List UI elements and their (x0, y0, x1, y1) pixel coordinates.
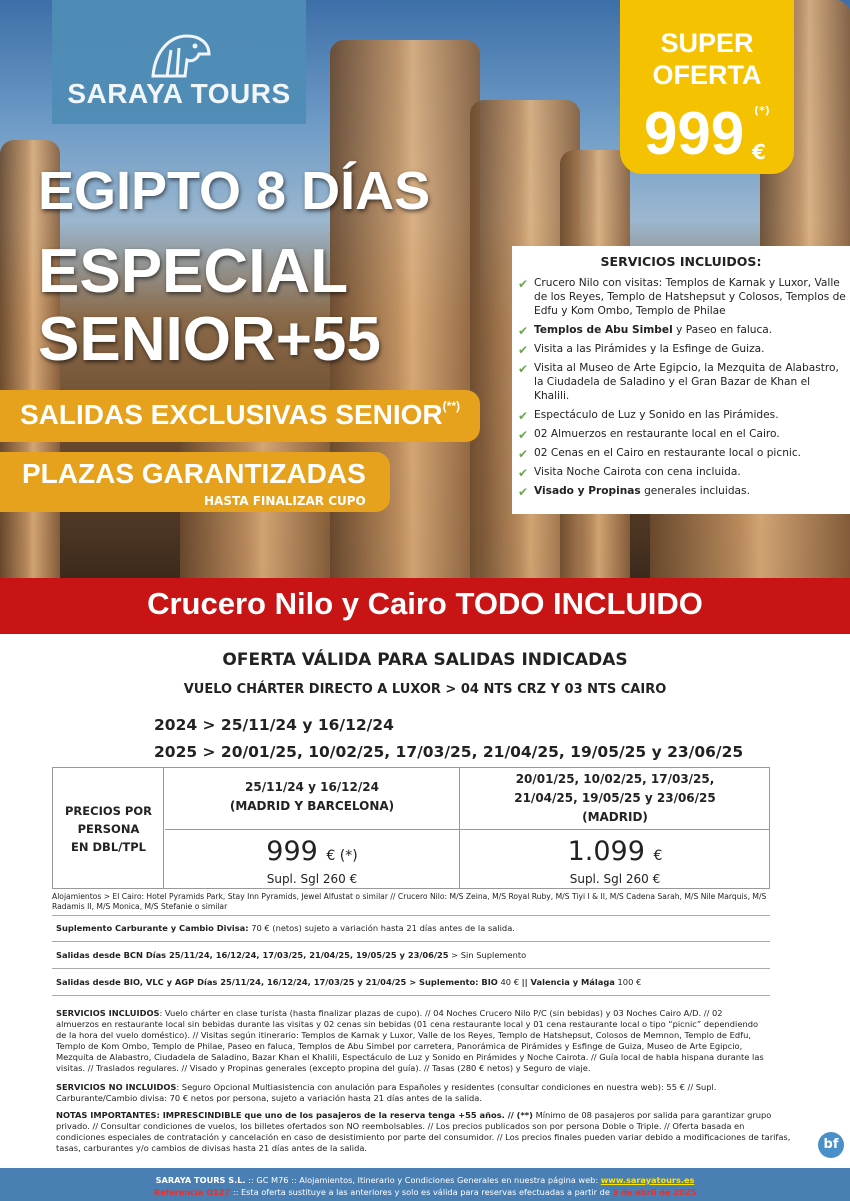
footer-text: :: GC M76 :: Alojamientos, Itinerario y Condiciones Generales en nuestra página web: (245, 1175, 601, 1185)
senior-band-text: SALIDAS EXCLUSIVAS SENIOR (20, 399, 443, 430)
departures-2025: 2025 > 20/01/25, 10/02/25, 17/03/25, 21/04/25, 19/05/25 y 23/06/25 (154, 743, 744, 761)
single-supplement-col2: Supl. Sgl 260 € (569, 872, 661, 886)
service-item (518, 361, 846, 403)
website-link[interactable]: www.sarayatours.es (600, 1175, 695, 1185)
guaranteed-seats-band (0, 452, 390, 512)
price-table (52, 767, 770, 889)
checkmark-icon: ✔ (518, 466, 529, 480)
services-title: SERVICIOS INCLUIDOS: (600, 254, 762, 269)
price-label-line: EN DBL/TPL (71, 840, 146, 854)
service-item-text: 02 Cenas en el Cairo en restaurante local o picnic. (534, 447, 802, 459)
footer-line-2 (0, 1187, 850, 1197)
horus-logo-icon (147, 30, 213, 78)
brand-name: SARAYA TOURS (67, 78, 291, 109)
badge-line-1: SUPER (660, 28, 754, 58)
bio-vlc-agp-note (56, 977, 768, 988)
bio-label: Salidas desde BIO, VLC y AGP Días 25/11/24, 16/12/24, 17/03/25 y 21/04/25 > Suplemento: BIO (56, 977, 498, 987)
price-label-line: PERSONA (77, 822, 140, 836)
price-col1-value: 999 (266, 836, 318, 867)
service-item-text: generales incluidas. (640, 485, 750, 497)
checkmark-icon: ✔ (518, 447, 529, 461)
checkmark-icon: ✔ (518, 343, 529, 357)
col2-header-cities: (MADRID) (582, 810, 648, 824)
departures-2024: 2024 > 25/11/24 y 16/12/24 (154, 716, 394, 734)
service-item (518, 484, 846, 498)
service-item-text: Crucero Nilo con visitas: Templos de Karnak y Luxor, Valle de los Reyes, Templo de Hatshepsut y Colosos, Templos de Edfu y Kom Ombo, Templo de Philae (534, 277, 846, 317)
footer (0, 1168, 850, 1201)
price-col2-header (460, 770, 770, 827)
services-list (518, 276, 846, 503)
col2-header-dates: 20/01/25, 10/02/25, 17/03/25, (515, 772, 715, 786)
bcn-departures-note (56, 950, 768, 961)
noincl-label: SERVICIOS NO INCLUIDOS (56, 1082, 177, 1092)
service-item-bold: Visado y Propinas (534, 485, 641, 497)
checkmark-icon: ✔ (518, 409, 529, 423)
included-services-note (56, 1008, 768, 1074)
footer-company: SARAYA TOURS S.L. (155, 1175, 246, 1185)
checkmark-icon: ✔ (518, 324, 529, 338)
service-item-text: Visita a las Pirámides y la Esfinge de Guiza. (534, 343, 765, 355)
imp-label-2: : IMPRESCINDIBLE que uno de los pasajeros de la reserva tenga +55 años. // (**) (156, 1110, 533, 1120)
flight-info: VUELO CHÁRTER DIRECTO A LUXOR > 04 NTS CRZ Y 03 NTS CAIRO (183, 682, 667, 697)
col2-header-dates: 21/04/25, 19/05/25 y 23/06/25 (514, 791, 716, 805)
price-col1-currency: € (*) (326, 848, 358, 864)
title-senior: SENIOR+55 (38, 305, 381, 374)
bcn-label: Salidas desde BCN Días 25/11/24, 16/12/24, 17/03/25, 21/04/25, 19/05/25 y 23/06/25 (56, 950, 449, 960)
title-especial: ESPECIAL (38, 237, 349, 306)
footer-validity-text: :: Esta oferta sustituye a las anteriores y solo es válida para reservas efectuadas a partir de (230, 1187, 613, 1197)
single-supplement-col1: Supl. Sgl 260 € (266, 872, 358, 886)
important-notes (56, 1110, 796, 1154)
included-services-panel (512, 246, 850, 514)
offer-validity-title: OFERTA VÁLIDA PARA SALIDAS INDICADAS (222, 650, 628, 670)
vlc-agp-text: 100 € (614, 977, 642, 987)
service-item-text: Visita al Museo de Arte Egipcio, la Mezquita de Alabastro, la Ciudadela de Saladino y el Gran Bazar de Khan el Khalili. (534, 362, 839, 402)
service-item-text: Espectáculo de Luz y Sonido en las Pirámides. (534, 409, 779, 421)
fuel-text: 70 € (netos) sujeto a variación hasta 21 días antes de la salida. (248, 923, 515, 933)
fuel-supplement-note (56, 923, 768, 934)
price-col2 (460, 836, 770, 867)
cruise-banner (0, 578, 850, 634)
price-col2-currency: € (653, 848, 663, 864)
not-included-note (56, 1082, 768, 1104)
service-item-text: 02 Almuerzos en restaurante local en el Cairo. (534, 428, 780, 440)
temple-pillar (650, 510, 850, 578)
fuel-label: Suplemento Carburante y Cambio Divisa: (56, 923, 249, 933)
price-col1-header (165, 778, 459, 816)
price-table-label (53, 768, 164, 888)
vlc-agp-label: || Valencia y Málaga (521, 977, 615, 987)
footer-line-1 (0, 1175, 850, 1185)
footer-reference: Referencia O127 (153, 1187, 231, 1197)
checkmark-icon: ✔ (518, 362, 529, 376)
service-item-text: Visita Noche Cairota con cena incluida. (534, 466, 741, 478)
imp-label: NOTAS IMPORTANTES (56, 1110, 157, 1120)
price-col1 (165, 836, 459, 867)
plazas-text: PLAZAS GARANTIZADAS (22, 458, 366, 489)
incl-text: : Vuelo chárter en clase turista (hasta finalizar plazas de cupo). // 04 Noches Crucero Nilo P/C (sin bebidas) y 03 Noches Cairo A/D. // 02 almuerzos en restaurante local sin bebidas durante las visitas y 02 cenas sin bebidas (01 cena restaurante local y 01 cena restaurante local o tipo “picnic” dependiendo de la hora del vuelo doméstico). // Visitas según itinerario: Templos de Karnak y Luxor, Valle de los Reyes, Templo de Hatshepsut, Colosos de Memnon, Templo de Edfu, Templo de Kom Ombo, Templo de Philae, Paseo en faluca, Templos de Abu Simbel por carretera, Panorámica de Pirámides y Esfinge de Guiza, Museo de Arte Egipcio, Mezquita de Alabastro, Ciudadela de Saladino, Bazar Khan el Khalili, Espectáculo de Luz y Sonido en Pirámides y Noche Cairota. // Guía local de habla hispana durante las visitas. // Traslados regulares. // Visado y Propinas generales (excepto propina del guía). // Tasas (280 € netos) y Seguro de viaje. (56, 1008, 764, 1073)
brand-logo[interactable] (52, 0, 306, 124)
plazas-subtext: HASTA FINALIZAR CUPO (204, 494, 366, 508)
service-item (518, 323, 846, 337)
super-offer-badge (620, 0, 794, 174)
service-item (518, 465, 846, 479)
col1-header-cities: (MADRID Y BARCELONA) (229, 799, 395, 813)
service-item (518, 408, 846, 422)
badge-price: 999 (644, 100, 745, 167)
cruise-banner-text: Crucero Nilo y Cairo TODO INCLUIDO (147, 586, 703, 621)
badge-line-2: OFERTA (652, 60, 762, 90)
bio-text: 40 € (497, 977, 522, 987)
col1-header-dates: 25/11/24 y 16/12/24 (245, 780, 379, 794)
bcn-text: > Sin Suplemento (448, 950, 527, 960)
checkmark-icon: ✔ (518, 428, 529, 442)
footer-date: 3 de abril de 2025 (612, 1187, 697, 1197)
service-item (518, 446, 846, 460)
checkmark-icon: ✔ (518, 277, 529, 291)
title-destination: EGIPTO 8 DÍAS (38, 161, 431, 221)
senior-departures-band (0, 390, 480, 442)
badge-currency: € (752, 140, 766, 164)
senior-band-note: (**) (442, 399, 460, 413)
incl-label: SERVICIOS INCLUIDOS (56, 1008, 160, 1018)
service-item (518, 342, 846, 356)
imp-text: Mínimo de 08 pasajeros por salida para garantizar grupo privado. // Consultar condiciones de vuelos, los billetes ofertados son NO reembolsables. // Los precios publicados son por persona Doble o Triple. // Oferta basada en condiciones especiales de contratación y cancelación en caso de desistimiento por parte del consumidor. // Los precios finales pueden variar debido a modificaciones de tarifas, tasas, carburantes y/o cambios de divisas hasta 21 días antes de la salida. (56, 1110, 791, 1153)
noincl-text: : Seguro Opcional Multiasistencia con anulación para Españoles y residentes (consultar condiciones en nuestra web): 55 € // Supl. Carburante/Cambio divisa: 70 € netos por persona, sujeto a variación hasta 21 días antes de la salida. (56, 1082, 717, 1103)
badge-asterisk: (*) (754, 104, 770, 117)
price-col2-value: 1.099 (567, 836, 645, 867)
price-label-line: PRECIOS POR (65, 804, 152, 818)
service-item-text: y Paseo en faluca. (672, 324, 773, 336)
service-item (518, 276, 846, 318)
accommodation-note: Alojamientos > El Cairo: Hotel Pyramids Park, Stay Inn Pyramids, Jewel Alfustat o similar // Crucero Nilo: M/S Zeina, M/S Royal Ruby, M/S Tiyi I & II, M/S Cadena Sarah, M/S Nile Marquis, M/S Radamis II, M/S Monica, M/S Stefanie o similar (52, 892, 767, 911)
checkmark-icon: ✔ (518, 485, 529, 499)
bf-logo-icon: bf (818, 1132, 844, 1158)
service-item (518, 427, 846, 441)
service-item-bold: Templos de Abu Simbel (534, 324, 673, 336)
